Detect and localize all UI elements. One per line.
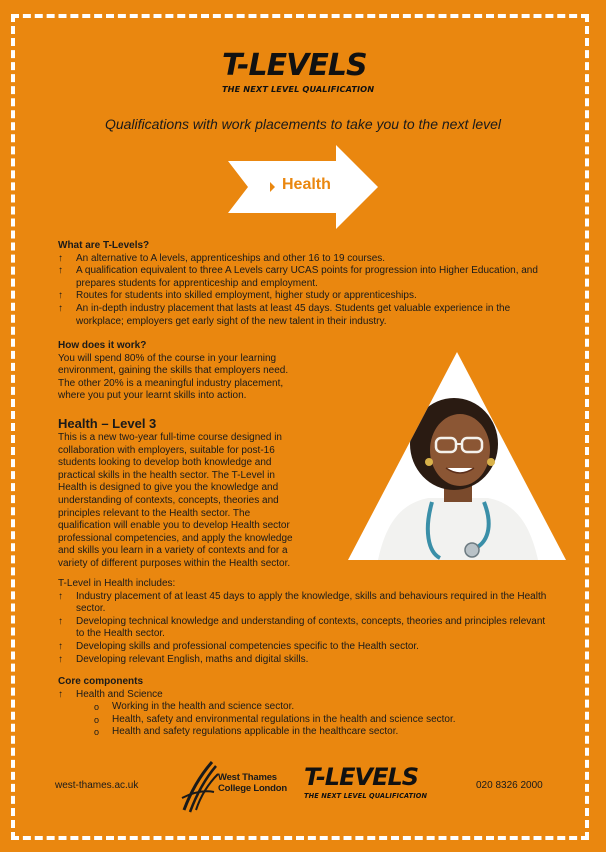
phone-number[interactable]: 020 8326 2000 <box>476 780 543 791</box>
list-item: ↑ Developing technical knowledge and understanding of contexts, concepts, theories and principles relevant to the Health sector. <box>58 615 546 640</box>
website-link[interactable]: west-thames.ac.uk <box>55 780 139 791</box>
arrow-up-icon: ↑ <box>58 290 63 302</box>
how-does-section <box>58 340 306 403</box>
arrow-up-icon: ↑ <box>58 640 63 652</box>
level3-text: This is a new two-year full-time course designed in collaboration with employers, suitable for post-16 students looking to develop both knowledge and practical skills in the health sector. The T-Level in Health is designed to give you the knowledge and understanding of contexts, concepts, theories and principles relevant to the Health sector. The qualification will enable you to develop Health sector professional competencies, and apply the knowledge and skills you learn in a variety of contexts and for a variety of different purposes within the Health sector. <box>58 432 293 569</box>
logo-wordmark: T-LEVELS <box>304 763 419 791</box>
college-name: West Thames College London <box>218 772 287 794</box>
arrow-up-icon: ↑ <box>58 302 63 314</box>
arrow-up-icon: ↑ <box>58 653 63 665</box>
logo-subtitle: THE NEXT LEVEL QUALIFICATION <box>222 84 375 94</box>
what-are-heading: What are T-Levels? <box>58 240 150 251</box>
core-sublist <box>58 701 548 739</box>
arrow-up-icon: ↑ <box>58 590 63 602</box>
tlevels-logo <box>222 50 392 94</box>
portrait-triangle <box>348 352 566 560</box>
logo-subtitle: THE NEXT LEVEL QUALIFICATION <box>304 792 428 800</box>
core-list <box>58 689 548 702</box>
level3-heading: Health – Level 3 <box>58 416 157 431</box>
includes-heading: T-Level in Health includes: <box>58 578 176 589</box>
arrow-up-icon: ↑ <box>58 252 63 264</box>
level3-section <box>58 416 298 571</box>
logo-wordmark: T-LEVELS <box>222 48 367 83</box>
list-item: ↑ An in-depth industry placement that lasts at least 45 days. Students get valuable experience in the workplace; employers get early sight of the new talent in their industry. <box>58 302 511 327</box>
circle-bullet-icon: o <box>94 727 100 738</box>
play-icon <box>270 182 275 192</box>
list-item: ↑ Developing skills and professional competencies specific to the Health sector. <box>58 640 419 652</box>
subject-title: Health <box>282 176 331 193</box>
includes-section <box>58 578 548 666</box>
list-item: ↑ Routes for students into skilled employment, higher study or apprenticeships. <box>58 290 417 302</box>
footer-tlevels-logo <box>304 764 474 800</box>
list-item: ↑ Health and Science <box>58 688 163 700</box>
arrow-up-icon: ↑ <box>58 688 63 700</box>
list-item: ↑ A qualification equivalent to three A Levels carry UCAS points for progression into Higher Education, and prepares students for apprenticeship and employment. <box>58 265 538 289</box>
how-does-text: You will spend 80% of the course in your learning environment, gaining the skills that employers need. The other 20% is a meaningful industry placement, where you put your learnt skills into action. <box>58 352 289 402</box>
what-are-section <box>58 240 548 328</box>
includes-list <box>58 591 548 667</box>
circle-bullet-icon: o <box>94 714 100 725</box>
list-item: o Health and safety regulations applicable in the healthcare sector. <box>94 726 399 738</box>
how-does-heading: How does it work? <box>58 340 147 351</box>
list-item: o Health, safety and environmental regulations in the health and science sector. <box>94 713 456 725</box>
circle-bullet-icon: o <box>94 702 100 713</box>
arrow-up-icon: ↑ <box>58 265 63 277</box>
list-item: ↑ Industry placement of at least 45 days to apply the knowledge, skills and behaviours required in the Health sector. <box>58 590 547 615</box>
what-are-list <box>58 253 548 329</box>
list-item: ↑ Developing relevant English, maths and digital skills. <box>58 653 309 665</box>
list-item: o Working in the health and science sector. <box>94 701 295 713</box>
core-heading: Core components <box>58 676 144 687</box>
arrow-up-icon: ↑ <box>58 615 63 627</box>
tagline: Qualifications with work placements to take you to the next level <box>104 116 502 132</box>
list-item: ↑ An alternative to A levels, apprenticeships and other 16 to 19 courses. <box>58 252 386 264</box>
core-section <box>58 676 548 739</box>
